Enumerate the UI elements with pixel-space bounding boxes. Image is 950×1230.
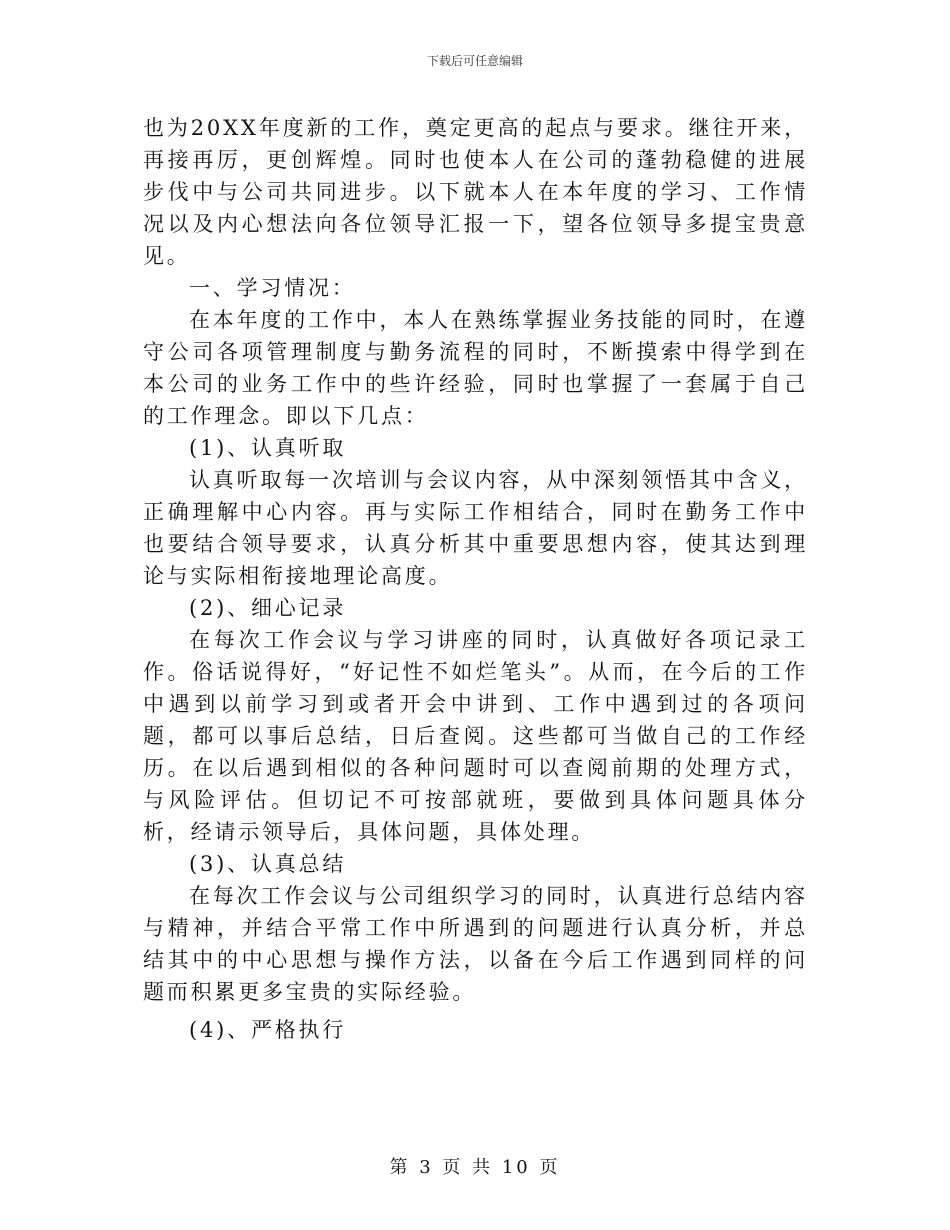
section-heading-study: 一、学习情况： — [189, 276, 356, 300]
study-paragraph: 在本年度的工作中，本人在熟练掌握业务技能的同时，在遵守公司各项管理制度与勤务流程的同时，不断摸索中得学到在本公司的业务工作中的些许经验，同时也掌握了一套属于自己的工作理念。即以下几点： — [143, 308, 808, 428]
subheading-record: (2)、细心记录 — [189, 596, 347, 620]
page-header: 下载后可任意编辑 — [426, 54, 523, 68]
listen-paragraph: 认真听取每一次培训与会议内容，从中深刻领悟其中含义，正确理解中心内容。再与实际工作相结合，同时在勤务工作中也要结合领导要求，认真分析其中重要思想内容，使其达到理论与实际相衔接地理论高度。 — [143, 468, 808, 588]
intro-paragraph: 也为20XX年度新的工作，奠定更高的起点与要求。继往开来，再接再厉，更创辉煌。同时也使本人在公司的蓬勃稳健的进展步伐中与公司共同进步。以下就本人在本年度的学习、工作情况以及内心想法向各位领导汇报一下，望各位领导多提宝贵意见。 — [143, 116, 808, 268]
document-body — [143, 112, 808, 1046]
subheading-execute: (4)、严格执行 — [189, 1018, 347, 1042]
subheading-summarize: (3)、认真总结 — [189, 852, 347, 876]
summarize-paragraph: 在每次工作会议与公司组织学习的同时，认真进行总结内容与精神，并结合平常工作中所遇到的问题进行认真分析，并总结其中的中心思想与操作方法，以备在今后工作遇到同样的问题而积累更多宝贵的实际经验。 — [143, 884, 808, 1004]
page-number-footer: 第 3 页 共 10 页 — [389, 1157, 561, 1178]
subheading-listen: (1)、认真听取 — [189, 436, 347, 460]
record-paragraph: 在每次工作会议与学习讲座的同时，认真做好各项记录工作。俗话说得好，“好记性不如烂笔头”。从而，在今后的工作中遇到以前学习到或者开会中讲到、工作中遇到过的各项问题，都可以事后总结，日后查阅。这些都可当做自己的工作经历。在以后遇到相似的各种问题时可以查阅前期的处理方式，与风险评估。但切记不可按部就班，要做到具体问题具体分析，经请示领导后，具体问题，具体处理。 — [143, 628, 808, 844]
